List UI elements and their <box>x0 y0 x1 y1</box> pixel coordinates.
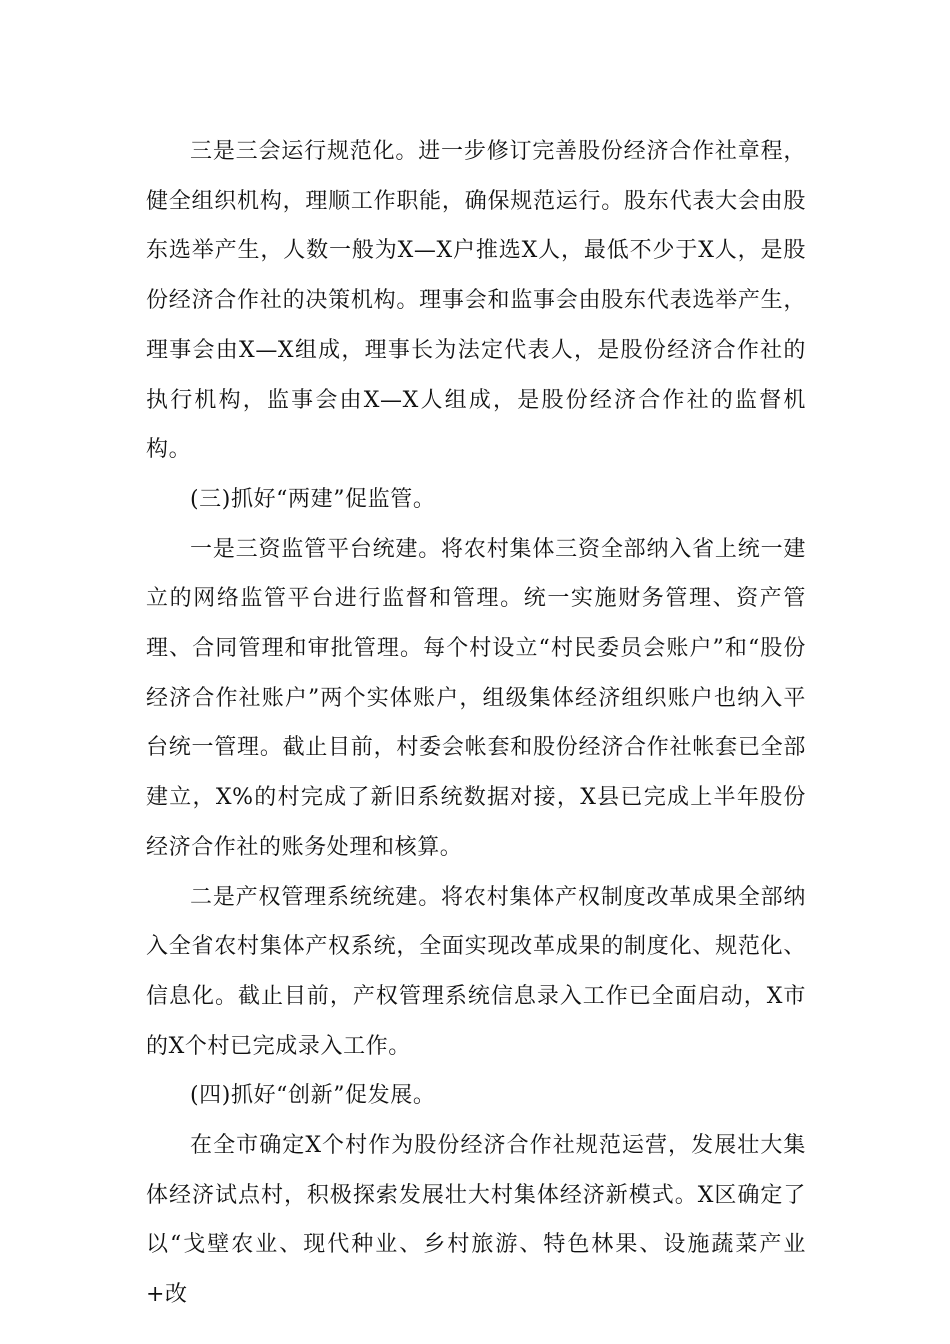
section-heading-supervision: (三)抓好“两建”促监管。 <box>190 486 436 512</box>
paragraph-property-system: 二是产权管理系统统建。将农村集体产权制度改革成果全部纳入全省农村集体产权系统，全面实现改革成果的制度化、规范化、信息化。截止目前，产权管理系统信息录入工作已全面启动，X市的X个村已完成录入工作。 <box>146 884 806 1059</box>
document-body <box>146 127 806 1320</box>
section-heading-innovation: (四)抓好“创新”促发展。 <box>190 1083 436 1109</box>
paragraph-three-meetings: 三是三会运行规范化。进一步修订完善股份经济合作社章程，健全组织机构，理顺工作职能，确保规范运行。股东代表大会由股东选举产生，人数一般为X—X户推选X人，最低不少于X人，是股份经济合作社的决策机构。理事会和监事会由股东代表选举产生，理事会由X—X组成，理事长为法定代表人，是股份经济合作社的执行机构，监事会由X—X人组成，是股份经济合作社的监督机构。 <box>146 139 806 463</box>
paragraph-pilot-villages: 在全市确定X个村作为股份经济合作社规范运营，发展壮大集体经济试点村，积极探索发展壮大村集体经济新模式。X区确定了以“戈壁农业、现代种业、乡村旅游、特色林果、设施蔬菜产业+改 <box>146 1133 806 1308</box>
paragraph-assets-platform: 一是三资监管平台统建。将农村集体三资全部纳入省上统一建立的网络监管平台进行监督和管理。统一实施财务管理、资产管理、合同管理和审批管理。每个村设立“村民委员会账户”和“股份经济合作社账户”两个实体账户，组级集体经济组织账户也纳入平台统一管理。截止目前，村委会帐套和股份经济合作社帐套已全部建立，X%的村完成了新旧系统数据对接，X县已完成上半年股份经济合作社的账务处理和核算。 <box>146 536 806 860</box>
